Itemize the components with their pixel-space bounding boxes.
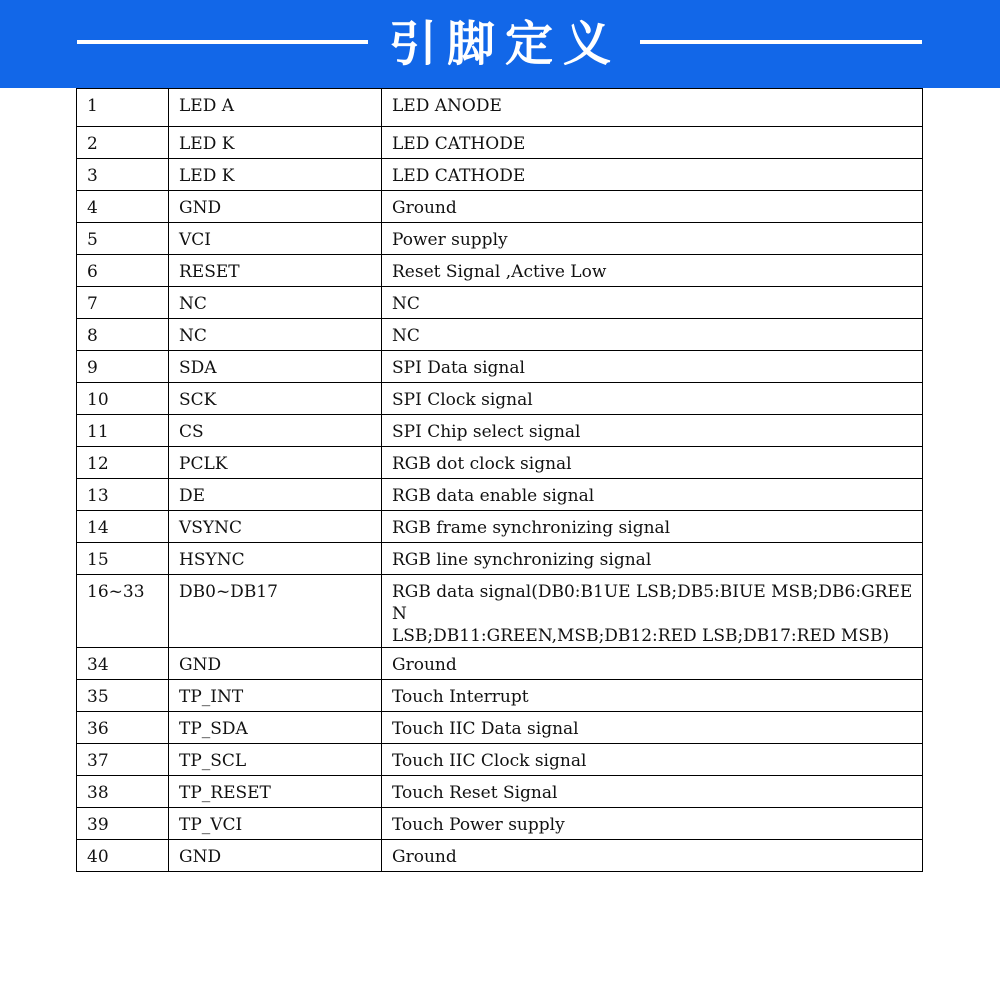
pin-name-cell: GND bbox=[169, 191, 382, 223]
pin-description-cell: Power supply bbox=[382, 223, 923, 255]
pin-description-cell: RGB frame synchronizing signal bbox=[382, 511, 923, 543]
pin-name-cell: GND bbox=[169, 648, 382, 680]
pin-description-cell: Touch Reset Signal bbox=[382, 776, 923, 808]
pin-number-cell: 11 bbox=[77, 415, 169, 447]
pin-description-cell: RGB data enable signal bbox=[382, 479, 923, 511]
table-row bbox=[77, 543, 923, 575]
table-row bbox=[77, 351, 923, 383]
pin-number-cell: 9 bbox=[77, 351, 169, 383]
pin-name-cell: NC bbox=[169, 287, 382, 319]
pin-number-cell: 40 bbox=[77, 840, 169, 872]
pin-number-cell: 16~33 bbox=[77, 575, 169, 648]
table-row bbox=[77, 191, 923, 223]
pin-number-cell: 15 bbox=[77, 543, 169, 575]
pin-name-cell: PCLK bbox=[169, 447, 382, 479]
table-row bbox=[77, 680, 923, 712]
table-row bbox=[77, 712, 923, 744]
pin-number-cell: 8 bbox=[77, 319, 169, 351]
table-row bbox=[77, 840, 923, 872]
table-row bbox=[77, 808, 923, 840]
pin-number-cell: 2 bbox=[77, 127, 169, 159]
table-row bbox=[77, 319, 923, 351]
pin-name-cell: LED A bbox=[169, 89, 382, 127]
pin-number-cell: 36 bbox=[77, 712, 169, 744]
pin-name-cell: SCK bbox=[169, 383, 382, 415]
pin-description-cell: Reset Signal ,Active Low bbox=[382, 255, 923, 287]
pin-number-cell: 12 bbox=[77, 447, 169, 479]
pin-number-cell: 3 bbox=[77, 159, 169, 191]
pin-number-cell: 13 bbox=[77, 479, 169, 511]
table-row bbox=[77, 776, 923, 808]
pin-name-cell: TP_INT bbox=[169, 680, 382, 712]
pin-number-cell: 38 bbox=[77, 776, 169, 808]
table-row bbox=[77, 223, 923, 255]
pin-description-cell: RGB data signal(DB0:B1UE LSB;DB5:BIUE MSB;DB6:GREEN LSB;DB11:GREEN,MSB;DB12:RED LSB;DB17:RED MSB) bbox=[382, 575, 923, 648]
pin-description-cell: NC bbox=[382, 319, 923, 351]
pin-description-cell: Ground bbox=[382, 648, 923, 680]
pin-number-cell: 6 bbox=[77, 255, 169, 287]
pin-description-cell: SPI Chip select signal bbox=[382, 415, 923, 447]
pin-number-cell: 14 bbox=[77, 511, 169, 543]
pin-description-cell: Touch IIC Data signal bbox=[382, 712, 923, 744]
table-row bbox=[77, 511, 923, 543]
pin-name-cell: GND bbox=[169, 840, 382, 872]
pin-description-cell: Touch IIC Clock signal bbox=[382, 744, 923, 776]
table-row bbox=[77, 287, 923, 319]
pin-description-cell: SPI Data signal bbox=[382, 351, 923, 383]
pin-number-cell: 10 bbox=[77, 383, 169, 415]
pin-name-cell: DE bbox=[169, 479, 382, 511]
table-row bbox=[77, 648, 923, 680]
pin-number-cell: 37 bbox=[77, 744, 169, 776]
pin-description-cell: RGB dot clock signal bbox=[382, 447, 923, 479]
pin-name-cell: TP_RESET bbox=[169, 776, 382, 808]
pin-number-cell: 1 bbox=[77, 89, 169, 127]
pin-name-cell: DB0~DB17 bbox=[169, 575, 382, 648]
pin-number-cell: 4 bbox=[77, 191, 169, 223]
pin-name-cell: VSYNC bbox=[169, 511, 382, 543]
table-row bbox=[77, 89, 923, 127]
pin-name-cell: TP_SDA bbox=[169, 712, 382, 744]
pin-description-cell: LED CATHODE bbox=[382, 159, 923, 191]
pin-definition-table bbox=[76, 88, 922, 872]
pin-description-cell: LED CATHODE bbox=[382, 127, 923, 159]
page-title: 引脚定义 bbox=[388, 16, 621, 72]
table-row bbox=[77, 575, 923, 648]
pin-description-cell: Ground bbox=[382, 840, 923, 872]
pin-name-cell: TP_VCI bbox=[169, 808, 382, 840]
table-row bbox=[77, 127, 923, 159]
pin-description-cell: LED ANODE bbox=[382, 89, 923, 127]
pin-name-cell: SDA bbox=[169, 351, 382, 383]
pin-description-cell: SPI Clock signal bbox=[382, 383, 923, 415]
table-row bbox=[77, 479, 923, 511]
pin-number-cell: 39 bbox=[77, 808, 169, 840]
table-row bbox=[77, 415, 923, 447]
pin-name-cell: TP_SCL bbox=[169, 744, 382, 776]
pin-name-cell: LED K bbox=[169, 159, 382, 191]
pin-number-cell: 35 bbox=[77, 680, 169, 712]
pin-number-cell: 7 bbox=[77, 287, 169, 319]
pin-description-cell: RGB line synchronizing signal bbox=[382, 543, 923, 575]
pin-name-cell: HSYNC bbox=[169, 543, 382, 575]
pin-description-cell: Ground bbox=[382, 191, 923, 223]
header-divider-left bbox=[77, 40, 368, 44]
pin-name-cell: CS bbox=[169, 415, 382, 447]
header-divider-right bbox=[640, 40, 922, 44]
table-row bbox=[77, 159, 923, 191]
pin-name-cell: VCI bbox=[169, 223, 382, 255]
header-banner bbox=[0, 0, 1000, 88]
table-row bbox=[77, 447, 923, 479]
pin-description-cell: NC bbox=[382, 287, 923, 319]
table-row bbox=[77, 383, 923, 415]
pin-name-cell: RESET bbox=[169, 255, 382, 287]
pin-description-cell: Touch Interrupt bbox=[382, 680, 923, 712]
pin-number-cell: 5 bbox=[77, 223, 169, 255]
pin-description-cell: Touch Power supply bbox=[382, 808, 923, 840]
pin-name-cell: NC bbox=[169, 319, 382, 351]
pin-name-cell: LED K bbox=[169, 127, 382, 159]
pin-number-cell: 34 bbox=[77, 648, 169, 680]
table-row bbox=[77, 255, 923, 287]
table-row bbox=[77, 744, 923, 776]
